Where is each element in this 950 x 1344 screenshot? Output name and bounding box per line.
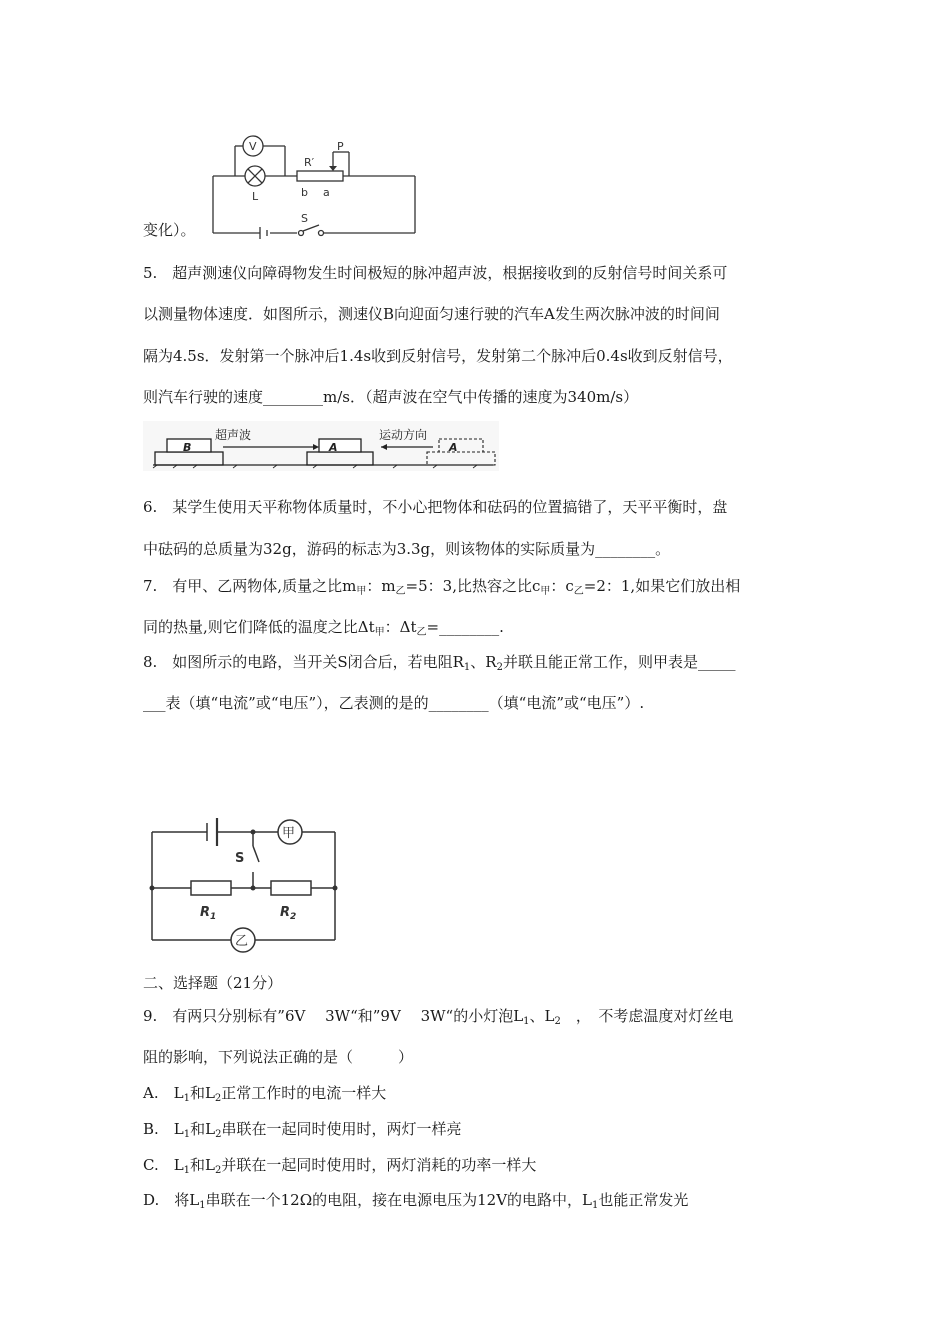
circuit-diagram-rheostat [205, 130, 445, 240]
rheostat-label: R′ [304, 156, 315, 169]
option-b: B. $L_1$和$L_2$串联在一起同时使用时，两灯一样亮 [143, 1120, 462, 1140]
resistor-r1-label: $R_1$ [200, 905, 217, 922]
q5-line1: 5. 超声测速仪向障碍物发生时间极短的脉冲超声波，根据接收到的反射信号时间关系可 [143, 264, 728, 282]
q9-line2: 阻的影响，下列说法正确的是（ ） [143, 1048, 414, 1066]
option-a: A. $L_1$和$L_2$正常工作时的电流一样大 [143, 1084, 387, 1104]
q4-tail: 变化）。 [143, 221, 196, 239]
rheostat-end-a: a [323, 186, 330, 199]
switch-label: S [301, 212, 308, 225]
car-a-ghost-label: A [449, 441, 458, 454]
q5-line2: 以测量物体速度．如图所示，测速仪B向迎面匀速行驶的汽车A发生两次脉冲波的时间间 [143, 305, 720, 323]
section-heading: 二、选择题（21分） [143, 974, 283, 992]
q6-line2: 中砝码的总质量为32g，游码的标志为3.3g，则该物体的实际质量为________。 [143, 540, 671, 558]
direction-label: 运动方向 [379, 428, 428, 442]
resistor-r2-label: $R_2$ [280, 905, 297, 922]
q5-line3: 隔为4.5s．发射第一个脉冲后1.4s收到反射信号，发射第二个脉冲后0.4s收到反射信号， [143, 347, 733, 365]
q7-line2: 同的热量,则它们降低的温度之比$\Delta t_甲$：$\Delta t_乙=\_\_\_\_\_\_\_\_$. [143, 618, 504, 638]
voltmeter-label: V [249, 140, 257, 153]
option-c: C. $L_1$和$L_2$并联在一起同时使用时，两灯消耗的功率一样大 [143, 1156, 537, 1176]
meter-jia-label: 甲 [282, 826, 296, 841]
device-b-label: B [183, 441, 192, 454]
option-d: D. 将$L_1$串联在一个12Ω的电阻，接在电源电压为12V的电路中，$L_1$也能正常发光 [143, 1191, 689, 1211]
q8-line2: ___表（填“电流”或“电压”），乙表测的是的________（填“电流”或“电压”）. [143, 694, 645, 712]
slider-label: P [337, 140, 344, 153]
q6-line1: 6. 某学生使用天平称物体质量时，不小心把物体和砝码的位置搞错了，天平平衡时，盘 [143, 498, 728, 516]
car-a-label: A [329, 441, 338, 454]
wave-label: 超声波 [215, 428, 252, 442]
meter-yi-label: 乙 [235, 934, 249, 949]
lamp-label: L [252, 190, 259, 203]
rheostat-end-b: b [301, 186, 308, 199]
q9-line1: 9. 有两只分别标有”6V 3W“和”9V 3W“的小灯泡$L_1$、$L_2$ ， 不考虑温度对灯丝电 [143, 1007, 734, 1027]
q7-line1: 7. 有甲、乙两物体,质量之比$m_甲$：$m_乙=5$：3,比热容之比$c_甲$：$c_乙=2$：1,如果它们放出相 [143, 577, 741, 597]
q8-line1: 8. 如图所示的电路，当开关S闭合后，若电阻$R_1$、$R_2$并联且能正常工作，则甲表是_____ [143, 653, 736, 673]
ultrasonic-speed-figure [143, 421, 499, 471]
circuit-diagram-parallel [145, 818, 345, 958]
switch-s-label: S [235, 851, 245, 866]
q5-line4: 则汽车行驶的速度________m/s．（超声波在空气中传播的速度为340m/s） [143, 388, 639, 406]
